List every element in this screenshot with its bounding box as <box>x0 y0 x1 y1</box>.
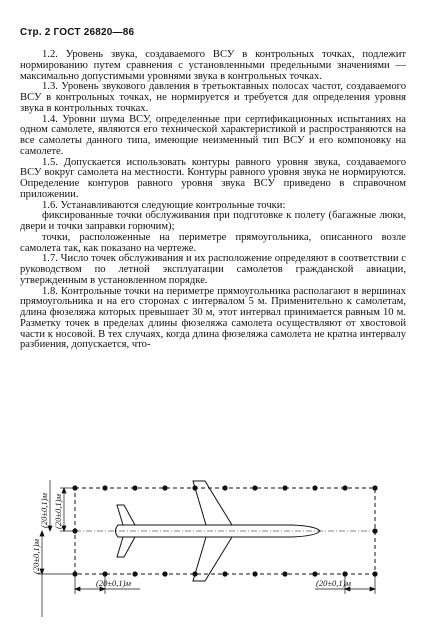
paragraph-1-3: 1.3. Уровень звукового давления в третьоктавных полосах частот, создаваемого ВСУ в контрольных точках, не нормируется и требуется для определения уровня звука в контрольных точках. <box>20 81 406 114</box>
paragraph-perimeter-points: точки, расположенные на периметре прямоугольника, описанного возле самолета так, как показано на чертеже. <box>20 231 406 254</box>
paragraph-1-8: 1.8. Контрольные точки на периметре прямоугольника располагают в вершинах прямоугольника и на его сторонах с интервалом 5 м. Применительно к самолетам, длина фюзеляжа которых превышает 30 м, этот интервал принимается равным 10 м. Разметку точек в пределах длины фюзеляжа самолета осуществляют от хвостовой части к носовой. В тех случаях, когда длина фюзеляжа самолета не кратна интервалу разбиения, допускается, что- <box>20 285 406 351</box>
dimension-left-label: (20±0,1)м <box>31 539 41 574</box>
paragraph-1-4: 1.4. Уровни шума ВСУ, определенные при сертификационных испытаниях на одном самолете, являются его технической характеристикой и распространяются на все самолеты данного типа, имеющие неизменный тип ВСУ и его компоновку на самолете. <box>20 113 406 157</box>
paragraph-1-2: 1.2. Уровень звука, создаваемого ВСУ в контрольных точках, подлежит нормированию путем сравнения с установленными предельными значениями — максимально допустимыми уровнями звука в контрольных точках. <box>20 49 406 82</box>
dimension-mid-label: (20±0,1)м <box>39 493 49 528</box>
paragraph-1-7: 1.7. Число точек обслуживания и их расположение определяют в соответствии с руководством по летной эксплуатации самолетов гражданской авиации, утвержденным в установленном порядке. <box>20 253 406 286</box>
dimension-bottom-left-label: (20±0,1)м <box>96 578 131 588</box>
drawing-svg <box>20 480 406 620</box>
dimension-lower-outer <box>38 531 75 617</box>
dimension-top-label: (20±0,1)м <box>53 494 63 529</box>
paragraph-service-points: фиксированные точки обслуживания при подготовке к полету (багажные люки, двери и точки заправки горючим); <box>20 210 406 232</box>
body-text <box>20 50 406 351</box>
dimension-bottom-right-label: (20±0,1)м <box>316 578 351 588</box>
page-header: Стр. 2 ГОСТ 26820—86 <box>20 27 135 38</box>
control-points-drawing <box>20 480 406 620</box>
paragraph-1-6: 1.6. Устанавливаются следующие контрольные точки: <box>42 199 286 211</box>
paragraph-1-5: 1.5. Допускается использовать контуры равного уровня звука, создаваемого ВСУ вокруг самолета на местности. Контуры равного уровня звука не нормируются. Определение контуров равного уровня звука ВСУ приведено в справочном приложении. <box>20 156 406 200</box>
